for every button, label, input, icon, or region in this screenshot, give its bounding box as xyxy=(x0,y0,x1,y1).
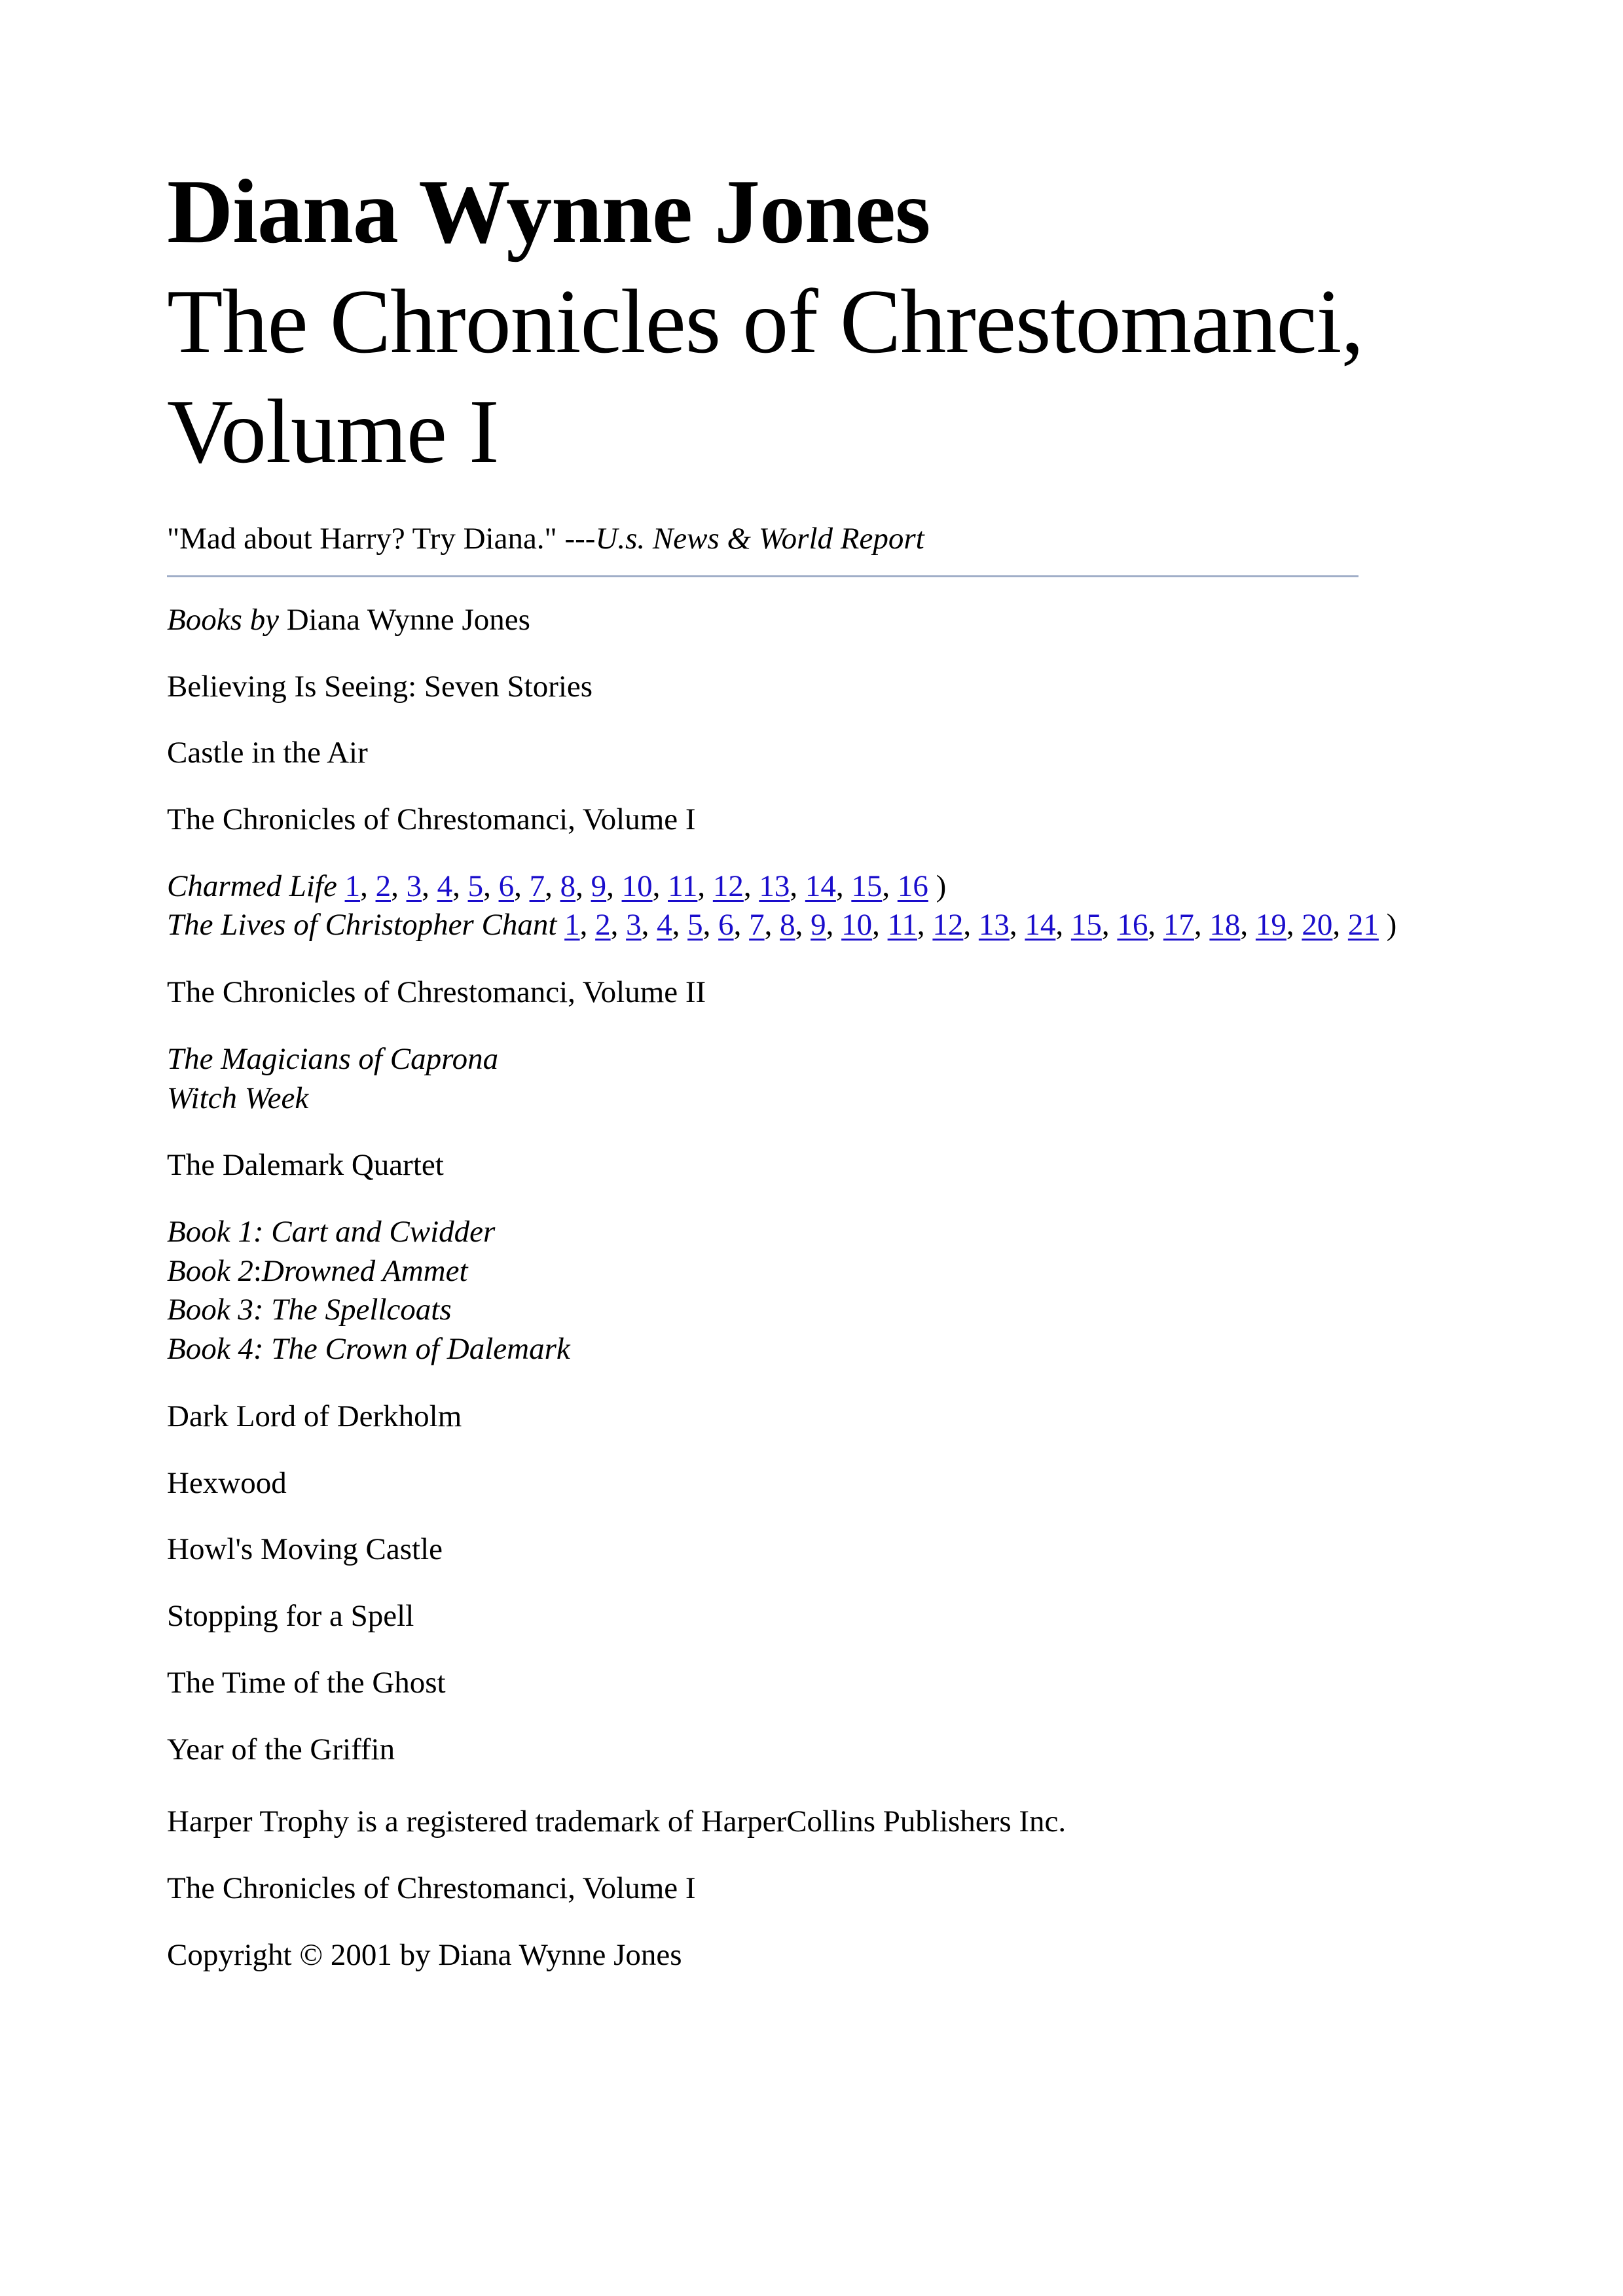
book-castle-in-the-air: Castle in the Air xyxy=(167,736,368,770)
chapter-separator: , xyxy=(606,869,622,903)
dalemark-book-2-prefix: Book 2 xyxy=(167,1253,253,1288)
lives-chant-chapter-link-13[interactable]: 13 xyxy=(978,908,1010,942)
dalemark-book-2-title: Drowned Ammet xyxy=(261,1253,468,1288)
vol-2-contents xyxy=(167,1040,1476,1118)
charmed-life-close: ) xyxy=(936,869,947,903)
charmed-life-row xyxy=(167,867,1450,906)
charmed-life-chapter-link-15[interactable]: 15 xyxy=(851,869,883,903)
chapter-separator: , xyxy=(575,869,591,903)
lives-chant-chapter-link-6[interactable]: 6 xyxy=(718,908,734,942)
lives-chant-chapter-link-20[interactable]: 20 xyxy=(1302,908,1333,942)
chapter-separator: , xyxy=(1240,908,1256,942)
lives-chant-chapter-link-3[interactable]: 3 xyxy=(626,908,642,942)
chapter-separator: , xyxy=(1101,908,1118,942)
copyright-notice: Copyright © 2001 by Diana Wynne Jones xyxy=(167,1937,682,1972)
chapter-separator: , xyxy=(1332,908,1348,942)
lives-chant-chapter-link-16[interactable]: 16 xyxy=(1117,908,1148,942)
lives-chant-chapters xyxy=(564,908,1379,942)
book-howls-moving-castle: Howl's Moving Castle xyxy=(167,1532,443,1567)
chapter-separator: , xyxy=(795,908,811,942)
book-year-of-the-griffin: Year of the Griffin xyxy=(167,1732,395,1767)
charmed-life-chapters xyxy=(345,869,928,903)
lives-chant-chapter-link-18[interactable]: 18 xyxy=(1209,908,1241,942)
lives-chant-chapter-link-1[interactable]: 1 xyxy=(564,908,580,942)
book-witch-week: Witch Week xyxy=(167,1081,309,1115)
chapter-separator: , xyxy=(1286,908,1302,942)
lives-chant-chapter-link-9[interactable]: 9 xyxy=(811,908,826,942)
charmed-life-title: Charmed Life xyxy=(167,869,337,903)
chapter-separator: , xyxy=(545,869,560,903)
lives-chant-chapter-link-11[interactable]: 11 xyxy=(887,908,917,942)
document-page xyxy=(167,157,1476,1975)
lives-chant-chapter-link-5[interactable]: 5 xyxy=(687,908,703,942)
chronicles-title-repeat: The Chronicles of Chrestomanci, Volume I xyxy=(167,1871,696,1905)
charmed-life-chapter-link-10[interactable]: 10 xyxy=(621,869,653,903)
chapter-separator: , xyxy=(391,869,407,903)
dalemark-book-2 xyxy=(167,1252,1476,1291)
chapter-separator: , xyxy=(826,908,842,942)
chapter-separator: , xyxy=(1009,908,1025,942)
charmed-life-chapter-link-6[interactable]: 6 xyxy=(498,869,515,903)
lives-chant-chapter-link-21[interactable]: 21 xyxy=(1347,908,1379,942)
book-magicians-of-caprona: The Magicians of Caprona xyxy=(167,1041,499,1076)
chapter-separator: , xyxy=(483,869,499,903)
blurb-quote xyxy=(167,520,1476,558)
book-dalemark-quartet: The Dalemark Quartet xyxy=(167,1148,444,1183)
lives-chant-chapter-link-2[interactable]: 2 xyxy=(595,908,611,942)
chapter-separator: , xyxy=(882,869,898,903)
lives-chant-chapter-link-17[interactable]: 17 xyxy=(1163,908,1194,942)
chapter-separator: , xyxy=(697,869,713,903)
book-dark-lord: Dark Lord of Derkholm xyxy=(167,1399,462,1433)
chapter-separator: , xyxy=(360,869,376,903)
dalemark-book-1: Book 1: Cart and Cwidder xyxy=(167,1215,496,1249)
chapter-separator: , xyxy=(963,908,979,942)
charmed-life-chapter-link-4[interactable]: 4 xyxy=(437,869,453,903)
charmed-life-chapter-link-12[interactable]: 12 xyxy=(712,869,744,903)
lives-chant-title: The Lives of Christopher Chant xyxy=(167,908,557,942)
charmed-life-chapter-link-13[interactable]: 13 xyxy=(759,869,790,903)
books-by-prefix: Books by xyxy=(167,602,279,637)
chapter-separator: , xyxy=(835,869,852,903)
charmed-life-chapter-link-16[interactable]: 16 xyxy=(897,869,928,903)
chapter-separator: , xyxy=(917,908,933,942)
divider xyxy=(167,575,1359,577)
charmed-life-chapter-link-7[interactable]: 7 xyxy=(529,869,545,903)
charmed-life-chapter-link-9[interactable]: 9 xyxy=(591,869,607,903)
dalemark-book-4: Book 4: The Crown of Dalemark xyxy=(167,1332,570,1367)
chapter-separator: , xyxy=(790,869,805,903)
book-believing: Believing Is Seeing: Seven Stories xyxy=(167,669,593,704)
lives-chant-chapter-link-15[interactable]: 15 xyxy=(1070,908,1102,942)
charmed-life-chapter-link-14[interactable]: 14 xyxy=(805,869,836,903)
book-title: The Chronicles of Chrestomanci, Volume I xyxy=(167,271,1364,482)
books-by-name: Diana Wynne Jones xyxy=(286,602,530,637)
chapter-separator: , xyxy=(743,869,759,903)
lives-chant-chapter-link-8[interactable]: 8 xyxy=(780,908,795,942)
chapter-separator: , xyxy=(1148,908,1163,942)
chapter-separator: , xyxy=(764,908,780,942)
book-hexwood: Hexwood xyxy=(167,1465,287,1500)
chapter-separator: , xyxy=(610,908,627,942)
charmed-life-chapter-link-11[interactable]: 11 xyxy=(668,869,698,903)
dalemark-book-2-sep: : xyxy=(253,1253,262,1288)
chapter-separator: , xyxy=(452,869,468,903)
lives-chant-row xyxy=(167,906,1450,945)
dalemark-book-3: Book 3: The Spellcoats xyxy=(167,1293,452,1327)
author-heading: Diana Wynne Jones xyxy=(167,161,930,262)
chapter-separator: , xyxy=(652,869,668,903)
charmed-life-chapter-link-3[interactable]: 3 xyxy=(406,869,422,903)
chapter-separator: , xyxy=(872,908,888,942)
chapter-links-block xyxy=(167,867,1450,945)
lives-chant-close: ) xyxy=(1386,908,1397,942)
chapter-separator: , xyxy=(1194,908,1210,942)
lives-chant-chapter-link-19[interactable]: 19 xyxy=(1255,908,1286,942)
lives-chant-chapter-link-7[interactable]: 7 xyxy=(749,908,765,942)
books-by-line xyxy=(167,601,1476,639)
chapter-separator: , xyxy=(641,908,657,942)
chapter-separator: , xyxy=(422,869,437,903)
lives-chant-chapter-link-12[interactable]: 12 xyxy=(932,908,964,942)
charmed-life-chapter-link-8[interactable]: 8 xyxy=(560,869,576,903)
chapter-separator: , xyxy=(702,908,719,942)
chapter-separator: , xyxy=(579,908,596,942)
chapter-separator: , xyxy=(733,908,750,942)
book-chronicles-vol-2: The Chronicles of Chrestomanci, Volume II xyxy=(167,975,706,1010)
dalemark-contents xyxy=(167,1213,1476,1369)
lives-chant-chapter-link-10[interactable]: 10 xyxy=(841,908,873,942)
chapter-separator: , xyxy=(1055,908,1071,942)
quote-text: "Mad about Harry? Try Diana." --- xyxy=(167,522,596,556)
lives-chant-chapter-link-4[interactable]: 4 xyxy=(657,908,672,942)
chapter-separator: , xyxy=(672,908,688,942)
lives-chant-chapter-link-14[interactable]: 14 xyxy=(1025,908,1056,942)
charmed-life-chapter-link-2[interactable]: 2 xyxy=(375,869,392,903)
book-time-of-the-ghost: The Time of the Ghost xyxy=(167,1665,446,1700)
quote-source: U.s. News & World Report xyxy=(595,522,924,556)
charmed-life-chapter-link-5[interactable]: 5 xyxy=(467,869,484,903)
trademark-notice: Harper Trophy is a registered trademark of HarperCollins Publishers Inc. xyxy=(167,1804,1067,1839)
book-chronicles-vol-1: The Chronicles of Chrestomanci, Volume I xyxy=(167,802,696,836)
charmed-life-chapter-link-1[interactable]: 1 xyxy=(344,869,361,903)
book-stopping-for-a-spell: Stopping for a Spell xyxy=(167,1599,414,1633)
chapter-separator: , xyxy=(514,869,530,903)
